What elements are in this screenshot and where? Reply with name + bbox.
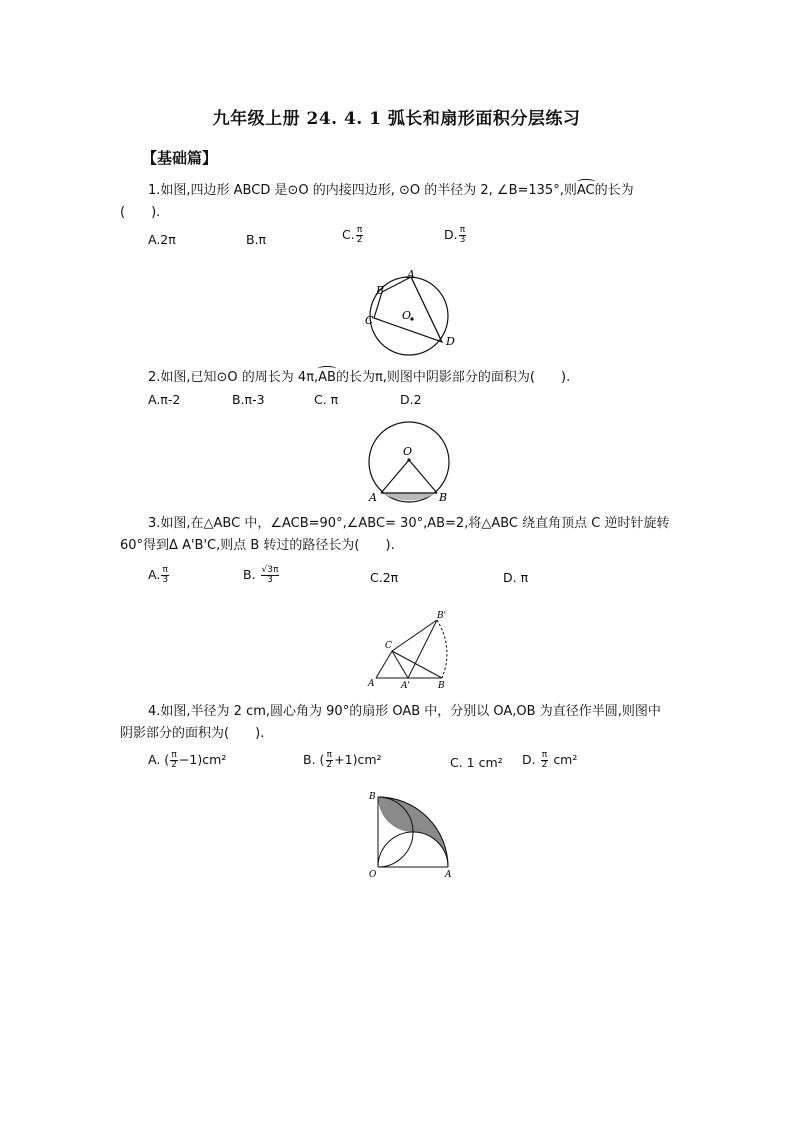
q2-radius-oa (381, 460, 409, 493)
q4-text-line1: 4.如图,半径为 2 cm,圆心角为 90°的扇形 OAB 中，分别以 OA,OB 为直径作半圆,则图中 (148, 704, 661, 719)
q1-label-o: O (402, 309, 412, 322)
section-heading: 【基础篇】 (142, 149, 218, 167)
q4-option-a-suffix: −1)cm² (178, 752, 227, 767)
q2-label-b: B (439, 491, 448, 504)
q4-option-d-unit: cm² (553, 752, 578, 767)
q2-text-b: 的长为π,则图中阴影部分的面积为( ). (335, 370, 571, 385)
q3-label-c: C (385, 641, 392, 651)
q1-text (148, 180, 688, 202)
q2-option-c: C. π (314, 392, 339, 407)
q1-label-b: B (376, 284, 385, 297)
page-title: 九年级上册 24. 4. 1 弧长和扇形面积分层练习 (212, 109, 581, 129)
q2-label-a: A (369, 491, 377, 504)
q4-option-d (522, 751, 577, 770)
q3-label-a: A (368, 679, 375, 689)
q3-option-b-label: B. (243, 567, 256, 582)
q1-option-c-fraction: $\frac{\pi}{2}$ (356, 225, 363, 245)
q1-option-c (342, 226, 364, 245)
q4-option-a-fraction: $\frac{\pi}{2}$ (171, 750, 177, 770)
q3-label-b1: B' (437, 611, 447, 621)
q3-option-c: C.2π (370, 570, 399, 585)
q1-option-d-fraction: $\frac{\pi}{3}$ (459, 225, 466, 245)
q2-center-dot (407, 458, 410, 461)
q4-text-line2: 阴影部分的面积为( ). (120, 726, 265, 741)
q1-label-a: A (407, 268, 415, 281)
q4-figure (364, 786, 462, 882)
q1-text-b: 的长为 (594, 183, 634, 198)
q1-label-c: C (365, 314, 374, 327)
q3-side-a1b1 (408, 620, 437, 678)
q3-figure (364, 606, 458, 692)
q2-figure (362, 416, 458, 506)
q3-option-d: D. π (503, 570, 529, 585)
q1-option-b: B.π (246, 232, 267, 247)
q3-rotation-arc (437, 620, 447, 678)
q1-option-d (444, 226, 467, 245)
q3-side-cb1 (392, 620, 437, 651)
q4-option-a (148, 751, 226, 770)
q4-option-c: C. 1 cm² (450, 755, 503, 770)
q3-option-b (243, 566, 280, 585)
q2-text-a: 2.如图,已知⊙O 的周长为 4π, (148, 370, 319, 385)
q4-label-b: B (369, 792, 376, 802)
q1-text-a: 1.如图,四边形 ABCD 是⊙O 的内接四边形, ⊙O 的半径为 2, ∠B=135°,则 (148, 183, 577, 198)
q4-option-d-fraction: $\frac{\pi}{2}$ (541, 750, 548, 770)
q3-option-a-label: A. (148, 567, 161, 582)
q2-text (148, 367, 570, 389)
q4-option-a-prefix: A. ( (148, 752, 170, 767)
q1-arc-label: AC (577, 180, 595, 202)
q2-circle (369, 422, 449, 502)
q2-label-o: O (403, 445, 413, 458)
q4-label-o: O (369, 870, 377, 880)
q1-blank: ( ). (120, 205, 161, 220)
q2-arc-label: AB (318, 367, 336, 389)
q3-option-a-fraction: $\frac{\pi}{3}$ (162, 565, 169, 585)
q3-side-ac (376, 651, 392, 678)
q1-label-d: D (446, 335, 455, 348)
q3-option-b-fraction: $\frac{√3\pi}{3}$ (261, 565, 279, 585)
q4-label-a: A (445, 870, 452, 880)
q2-option-d: D.2 (400, 392, 422, 407)
q2-shaded-segment (381, 493, 437, 501)
q2-radius-ob (409, 460, 437, 493)
q2-option-a: A.π-2 (148, 392, 181, 407)
q4-option-b-suffix: +1)cm² (334, 752, 382, 767)
q4-option-b (303, 751, 382, 770)
q1-option-c-label: C. (342, 227, 355, 242)
q4-option-b-prefix: B. ( (303, 752, 325, 767)
q3-option-a (148, 566, 170, 585)
q3-label-a1: A' (401, 681, 410, 691)
q3-text-line1: 3.如图,在△ABC 中，∠ACB=90°,∠ABC= 30°,AB=2,将△ABC 绕直角顶点 C 逆时针旋转 (148, 516, 670, 531)
q2-option-b: B.π-3 (232, 392, 265, 407)
q1-figure (360, 266, 470, 360)
q3-text-line2: 60°得到Δ A'B'C,则点 B 转过的路径长为( ). (120, 538, 395, 553)
q4-option-d-label: D. (522, 752, 536, 767)
q1-option-d-label: D. (444, 227, 458, 242)
q4-option-b-fraction: $\frac{\pi}{2}$ (326, 750, 333, 770)
q1-option-a: A.2π (148, 232, 176, 247)
q3-label-b: B (438, 681, 445, 691)
